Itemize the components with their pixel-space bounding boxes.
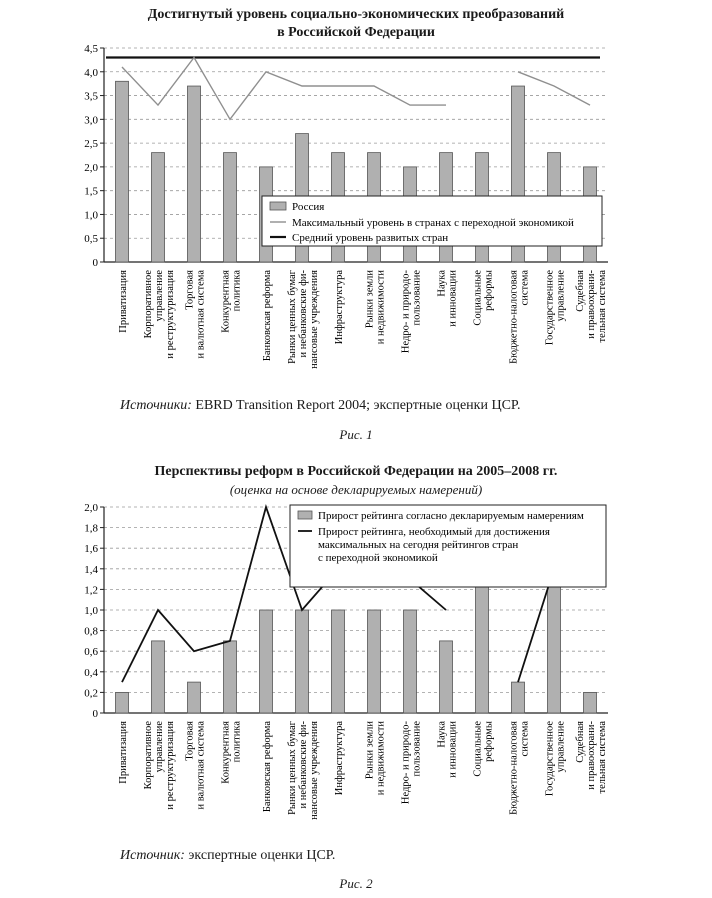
- y-tick-label: 1,8: [84, 522, 98, 535]
- x-category: [365, 721, 387, 796]
- x-tick-label: управление: [154, 270, 165, 322]
- source-text: EBRD Transition Report 2004; экспертные оценки ЦСР.: [191, 398, 521, 413]
- x-tick-label: Рынки ценных бумаг: [287, 721, 298, 815]
- legend-swatch-bar: [270, 202, 286, 210]
- x-tick-label: и инновации: [447, 721, 459, 778]
- x-tick-label: Недро- и природо-: [400, 721, 412, 805]
- x-tick-label: политика: [231, 270, 243, 312]
- x-category: [437, 270, 459, 327]
- source-label: Источники:: [120, 398, 192, 413]
- x-tick-label: пользование: [411, 721, 423, 777]
- y-tick-label: 1,0: [84, 209, 98, 222]
- x-tick-label: Конкурентная: [220, 721, 232, 784]
- x-tick-label: Наука: [436, 721, 448, 748]
- x-tick-label: Приватизация: [118, 270, 129, 333]
- y-tick-label: 2,5: [84, 138, 98, 151]
- x-tick-label: управление: [555, 721, 567, 773]
- x-category: [185, 270, 207, 359]
- bar: [548, 569, 561, 713]
- x-category: [401, 270, 423, 354]
- x-tick-label: Банковская реформа: [262, 270, 273, 362]
- x-category: [185, 721, 207, 810]
- x-category: [473, 270, 495, 326]
- y-tick-label: 0,8: [84, 625, 98, 638]
- bar: [224, 641, 237, 713]
- x-tick-label: Социальные: [472, 270, 484, 326]
- x-tick-label: и небанковские фи-: [298, 270, 309, 358]
- x-tick-label: Корпоративное: [143, 721, 154, 790]
- bar: [152, 153, 165, 262]
- x-tick-label: и небанковские фи-: [298, 721, 309, 809]
- x-category: [334, 270, 345, 345]
- source-label: Источник:: [120, 848, 185, 863]
- bar: [584, 692, 597, 713]
- x-tick-label: Бюджетно-налоговая: [508, 270, 520, 364]
- legend-label: Россия: [292, 201, 325, 213]
- y-tick-label: 4,5: [84, 43, 98, 55]
- source-text: экспертные оценки ЦСР.: [184, 848, 336, 863]
- x-tick-label: Недро- и природо-: [400, 270, 412, 354]
- x-category: [334, 721, 345, 796]
- x-category: [143, 270, 176, 359]
- y-tick-label: 1,2: [84, 584, 98, 597]
- legend-label: Средний уровень развитых стран: [292, 232, 449, 244]
- x-tick-label: Рынки земли: [364, 721, 376, 780]
- x-tick-label: и реструктуризация: [165, 270, 176, 359]
- x-tick-label: реформы: [483, 270, 495, 311]
- bar: [404, 610, 417, 713]
- figure-1-caption: Рис. 1: [339, 427, 373, 442]
- x-tick-label: и валютная система: [195, 721, 207, 810]
- x-tick-label: управление: [154, 721, 165, 773]
- chart-1-source: [120, 398, 520, 414]
- bar: [296, 610, 309, 713]
- x-tick-label: и правоохрани-: [586, 721, 597, 790]
- x-category: [262, 721, 273, 812]
- y-tick-label: 0,2: [84, 687, 98, 700]
- bar: [368, 610, 381, 713]
- x-category: [401, 721, 423, 805]
- x-tick-label: Судебная: [575, 270, 586, 312]
- y-tick-label: 2,0: [84, 502, 98, 514]
- x-tick-label: и валютная система: [195, 270, 207, 359]
- figure-2: [0, 455, 712, 898]
- bar: [440, 641, 453, 713]
- y-tick-label: 1,5: [84, 185, 98, 198]
- x-tick-label: Государственное: [544, 721, 556, 797]
- x-category: [575, 721, 608, 794]
- y-tick-label: 0,6: [84, 646, 98, 659]
- x-tick-label: Бюджетно-налоговая: [508, 721, 520, 815]
- y-tick-label: 0: [92, 257, 98, 269]
- x-category: [287, 269, 320, 369]
- bar: [332, 610, 345, 713]
- series-line: [122, 58, 446, 120]
- figure-2-caption: Рис. 2: [339, 876, 373, 891]
- bar: [512, 682, 525, 713]
- x-tick-label: тельная система: [597, 721, 608, 794]
- chart-1-subtitle: в Российской Федерации: [277, 25, 435, 40]
- legend-label: Прирост рейтинга, необходимый для достижения: [318, 526, 550, 538]
- x-tick-label: политика: [231, 721, 243, 763]
- x-tick-label: система: [519, 721, 531, 757]
- y-tick-label: 0: [92, 708, 98, 720]
- y-tick-label: 4,0: [84, 66, 98, 79]
- legend-label: с переходной экономикой: [318, 552, 438, 564]
- bar: [224, 153, 237, 262]
- y-tick-label: 1,6: [84, 543, 98, 556]
- x-tick-label: Приватизация: [118, 721, 129, 784]
- x-category: [473, 721, 495, 777]
- x-tick-label: Судебная: [575, 721, 586, 763]
- x-category: [509, 721, 531, 815]
- y-tick-label: 3,5: [84, 90, 98, 103]
- x-tick-label: система: [519, 270, 531, 306]
- chart-2-title: Перспективы реформ в Российской Федерации на 2005–2008 гг.: [154, 464, 558, 479]
- x-category: [221, 270, 243, 333]
- x-tick-label: Банковская реформа: [262, 721, 273, 813]
- chart-2: [0, 455, 712, 835]
- y-tick-label: 1,4: [84, 563, 98, 576]
- series-line: [518, 72, 590, 105]
- x-tick-label: Наука: [436, 270, 448, 297]
- x-tick-label: и инновации: [447, 270, 459, 327]
- x-tick-label: нансовые учреждения: [309, 721, 320, 820]
- x-category: [545, 270, 567, 345]
- x-tick-label: реформы: [483, 721, 495, 762]
- x-tick-label: управление: [555, 270, 567, 322]
- x-tick-label: и правоохрани-: [586, 270, 597, 339]
- x-tick-label: и недвижимости: [375, 721, 387, 796]
- x-tick-label: Инфраструктура: [334, 721, 345, 796]
- x-tick-label: и недвижимости: [375, 270, 387, 345]
- x-category: [365, 270, 387, 345]
- y-tick-label: 1,0: [84, 605, 98, 617]
- x-category: [545, 721, 567, 796]
- y-tick-label: 0,4: [84, 666, 98, 679]
- x-category: [221, 721, 243, 784]
- x-category: [287, 720, 320, 820]
- legend-label: максимальных на сегодня рейтингов стран: [318, 539, 519, 551]
- bar: [260, 610, 273, 713]
- x-category: [118, 270, 129, 333]
- x-tick-label: Торговая: [184, 270, 196, 310]
- bar: [476, 569, 489, 713]
- x-category: [143, 721, 176, 810]
- chart-1-title: Достигнутый уровень социально-экономических преобразований: [147, 7, 565, 22]
- x-category: [118, 721, 129, 784]
- legend-label: Прирост рейтинга согласно декларируемым намерениям: [318, 510, 584, 522]
- x-tick-label: Инфраструктура: [334, 270, 345, 345]
- x-tick-label: Рынки земли: [364, 270, 376, 329]
- x-tick-label: Торговая: [184, 721, 196, 761]
- x-tick-label: и реструктуризация: [165, 721, 176, 810]
- x-tick-label: Социальные: [472, 721, 484, 777]
- bar: [188, 86, 201, 262]
- y-tick-label: 2,0: [84, 161, 98, 174]
- x-tick-label: нансовые учреждения: [309, 270, 320, 369]
- bar: [152, 641, 165, 713]
- bar: [116, 692, 129, 713]
- x-tick-label: Рынки ценных бумаг: [287, 270, 298, 364]
- x-category: [262, 270, 273, 361]
- bar: [188, 682, 201, 713]
- x-category: [437, 721, 459, 778]
- x-category: [509, 270, 531, 364]
- x-tick-label: тельная система: [597, 270, 608, 343]
- chart-2-subtitle: (оценка на основе декларируемых намерений): [229, 482, 483, 497]
- bar: [116, 81, 129, 262]
- chart-2-source: [120, 848, 335, 864]
- y-tick-label: 3,0: [84, 114, 98, 127]
- legend-swatch-bar: [298, 511, 312, 519]
- x-tick-label: Корпоративное: [143, 270, 154, 339]
- x-category: [575, 270, 608, 343]
- x-tick-label: пользование: [411, 270, 423, 326]
- chart-1: [0, 0, 712, 395]
- y-tick-label: 0,5: [84, 233, 98, 246]
- x-tick-label: Конкурентная: [220, 270, 232, 333]
- legend-label: Максимальный уровень в странах с переходной экономикой: [292, 217, 574, 229]
- x-tick-label: Государственное: [544, 270, 556, 346]
